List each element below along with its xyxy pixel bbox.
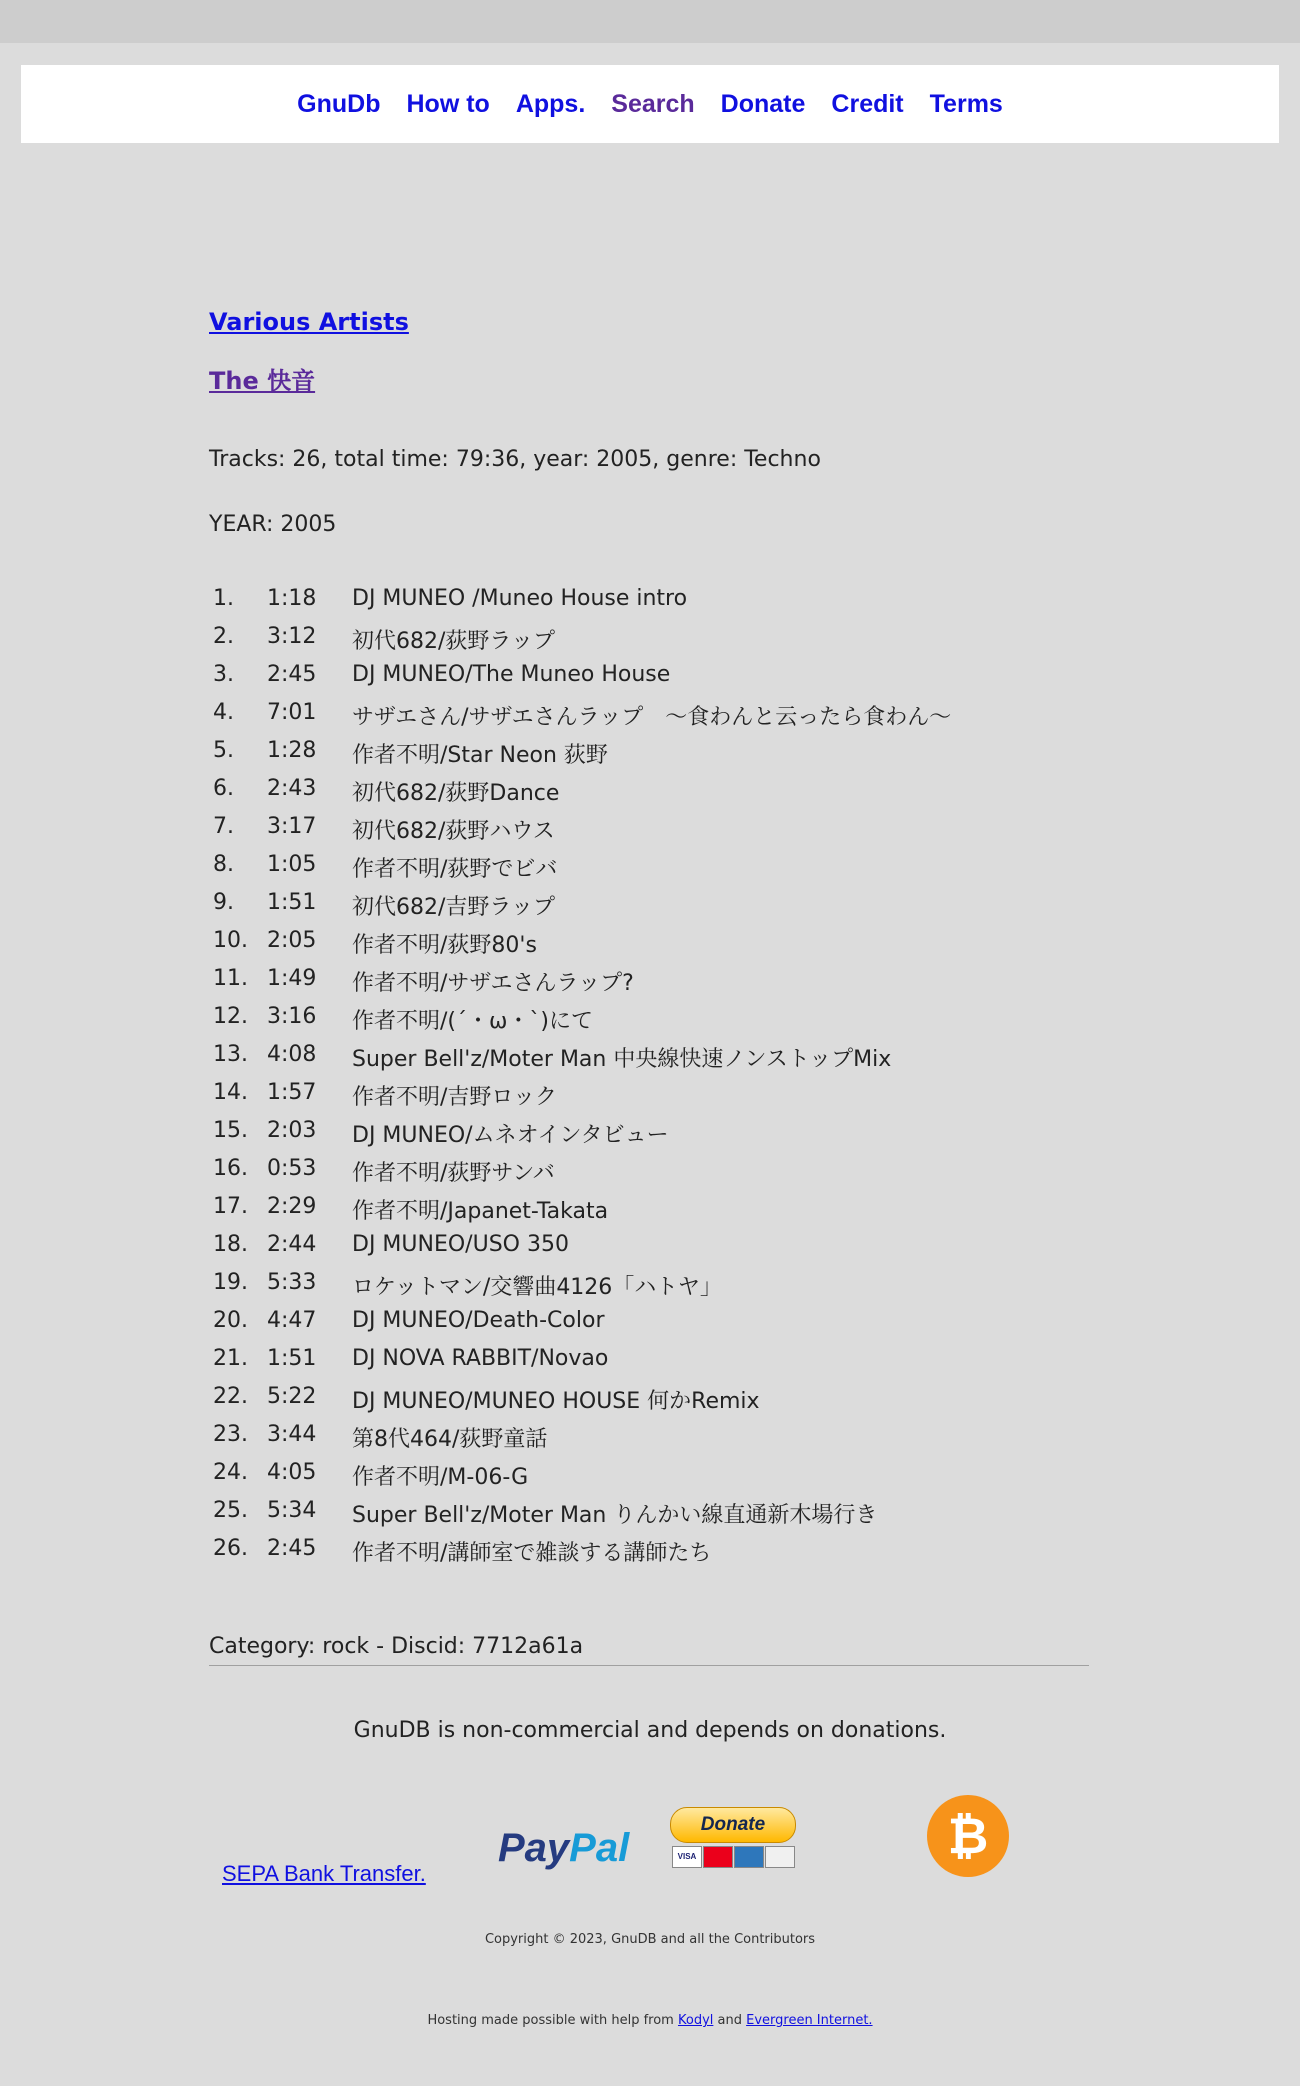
nav-credit-link[interactable]: Credit	[831, 89, 904, 118]
album-year: YEAR: 2005	[209, 512, 337, 537]
sepa-transfer-link[interactable]: SEPA Bank Transfer.	[222, 1861, 426, 1886]
track-duration: 1:57	[267, 1080, 317, 1105]
track-duration: 4:08	[267, 1042, 317, 1067]
track-title: DJ MUNEO /Muneo House intro	[352, 586, 688, 611]
track-title: ロケットマン/交響曲4126「ハトヤ」	[352, 1275, 722, 1300]
track-duration: 3:16	[267, 1004, 317, 1029]
artist-link[interactable]: Various Artists	[209, 308, 409, 336]
hosting-prefix: Hosting made possible with help from	[427, 2013, 678, 2028]
nav-gnudb-link[interactable]: GnuDb	[297, 89, 381, 118]
paypal-logo-pal: Pal	[569, 1826, 630, 1870]
track-number: 16.	[213, 1156, 248, 1181]
track-number: 26.	[213, 1536, 248, 1561]
track-number: 18.	[213, 1232, 248, 1257]
evergreen-link[interactable]: Evergreen Internet.	[746, 2013, 873, 2028]
track-title: DJ MUNEO/MUNEO HOUSE 何かRemix	[352, 1389, 760, 1414]
track-duration: 2:45	[267, 662, 317, 687]
track-duration: 0:53	[267, 1156, 317, 1181]
track-duration: 2:03	[267, 1118, 317, 1143]
track-duration: 2:29	[267, 1194, 317, 1219]
browser-top-strip	[0, 0, 1300, 43]
track-title: サザエさん/サザエさんラップ ～食わんと云ったら食わん～	[352, 705, 952, 730]
track-number: 7.	[213, 814, 234, 839]
track-duration: 1:05	[267, 852, 317, 877]
track-title: 作者不明/M-06-G	[352, 1465, 529, 1490]
track-title: 初代682/荻野ラップ	[352, 629, 555, 654]
track-duration: 3:17	[267, 814, 317, 839]
track-title: 作者不明/Japanet-Takata	[352, 1199, 609, 1224]
track-number: 17.	[213, 1194, 248, 1219]
track-duration: 4:47	[267, 1308, 317, 1333]
track-number: 5.	[213, 738, 234, 763]
track-duration: 1:51	[267, 890, 317, 915]
track-duration: 1:49	[267, 966, 317, 991]
hosting-and: and	[713, 2013, 747, 2028]
track-title: 作者不明/講師室で雑談する講師たち	[352, 1541, 712, 1566]
track-duration: 5:33	[267, 1270, 317, 1295]
track-title: 作者不明/荻野でビバ	[352, 857, 558, 882]
track-number: 22.	[213, 1384, 248, 1409]
paypal-donate-button[interactable]: Donate	[670, 1807, 796, 1843]
track-title: DJ MUNEO/The Muneo House	[352, 662, 671, 687]
track-title: 作者不明/荻野サンバ	[352, 1161, 555, 1186]
track-duration: 1:18	[267, 586, 317, 611]
album-summary: Tracks: 26, total time: 79:36, year: 2005, genre: Techno	[209, 447, 821, 472]
track-duration: 2:45	[267, 1536, 317, 1561]
track-number: 21.	[213, 1346, 248, 1371]
track-number: 12.	[213, 1004, 248, 1029]
paypal-logo-pay: Pay	[498, 1826, 570, 1870]
track-title: 初代682/荻野Dance	[352, 781, 560, 806]
track-number: 6.	[213, 776, 234, 801]
track-duration: 2:44	[267, 1232, 317, 1257]
kodyl-link[interactable]: Kodyl	[677, 2013, 714, 2028]
track-title: DJ NOVA RABBIT/Novao	[352, 1346, 609, 1371]
nav-donate-link[interactable]: Donate	[720, 89, 806, 118]
track-duration: 7:01	[267, 700, 317, 725]
nav-terms-link[interactable]: Terms	[929, 89, 1003, 118]
track-number: 24.	[213, 1460, 248, 1485]
track-duration: 2:43	[267, 776, 317, 801]
donation-notice: GnuDB is non-commercial and depends on donations.	[353, 1718, 947, 1743]
track-title: DJ MUNEO/Death-Color	[352, 1308, 605, 1333]
track-number: 9.	[213, 890, 234, 915]
bitcoin-icon[interactable]: ₿	[927, 1795, 1009, 1877]
track-title: DJ MUNEO/USO 350	[352, 1232, 569, 1257]
track-number: 3.	[213, 662, 234, 687]
track-duration: 3:44	[267, 1422, 317, 1447]
track-title: 作者不明/荻野80's	[352, 933, 537, 958]
track-duration: 4:05	[267, 1460, 317, 1485]
track-duration: 2:05	[267, 928, 317, 953]
track-number: 1.	[213, 586, 234, 611]
track-number: 8.	[213, 852, 234, 877]
track-title: DJ MUNEO/ムネオインタビュー	[352, 1123, 669, 1148]
track-number: 11.	[213, 966, 248, 991]
top-nav	[21, 65, 1279, 143]
track-number: 4.	[213, 700, 234, 725]
nav-howto-link[interactable]: How to	[406, 89, 490, 118]
track-number: 15.	[213, 1118, 248, 1143]
paypal-logo	[498, 1826, 629, 1871]
hosting-credit	[0, 2013, 1300, 2028]
track-number: 25.	[213, 1498, 248, 1523]
track-number: 19.	[213, 1270, 248, 1295]
album-title-link[interactable]: The 快音	[209, 367, 316, 395]
track-number: 20.	[213, 1308, 248, 1333]
track-title: Super Bell'z/Moter Man 中央線快速ノンストップMix	[352, 1047, 892, 1072]
track-number: 23.	[213, 1422, 248, 1447]
track-number: 10.	[213, 928, 248, 953]
track-duration: 1:28	[267, 738, 317, 763]
track-number: 2.	[213, 624, 234, 649]
track-number: 13.	[213, 1042, 248, 1067]
nav-apps-link[interactable]: Apps.	[515, 89, 586, 118]
track-title: 第8代464/荻野童話	[352, 1427, 548, 1452]
track-duration: 5:22	[267, 1384, 317, 1409]
copyright-text: Copyright © 2023, GnuDB and all the Contributors	[484, 1932, 816, 1947]
track-number: 14.	[213, 1080, 248, 1105]
track-duration: 3:12	[267, 624, 317, 649]
track-duration: 5:34	[267, 1498, 317, 1523]
nav-search-link[interactable]: Search	[611, 89, 695, 118]
track-title: Super Bell'z/Moter Man りんかい線直通新木場行き	[352, 1503, 878, 1528]
track-title: 作者不明/Star Neon 荻野	[352, 743, 608, 768]
track-title: 作者不明/サザエさんラップ?	[352, 971, 634, 996]
track-title: 初代682/吉野ラップ	[352, 895, 555, 920]
track-title: 初代682/荻野ハウス	[352, 819, 555, 844]
payment-cards-icon: VISA	[672, 1846, 796, 1868]
track-title: 作者不明/(´・ω・`)にて	[352, 1009, 594, 1034]
category-discid: Category: rock - Discid: 7712a61a	[209, 1634, 1089, 1666]
track-duration: 1:51	[267, 1346, 317, 1371]
track-title: 作者不明/吉野ロック	[352, 1085, 557, 1110]
